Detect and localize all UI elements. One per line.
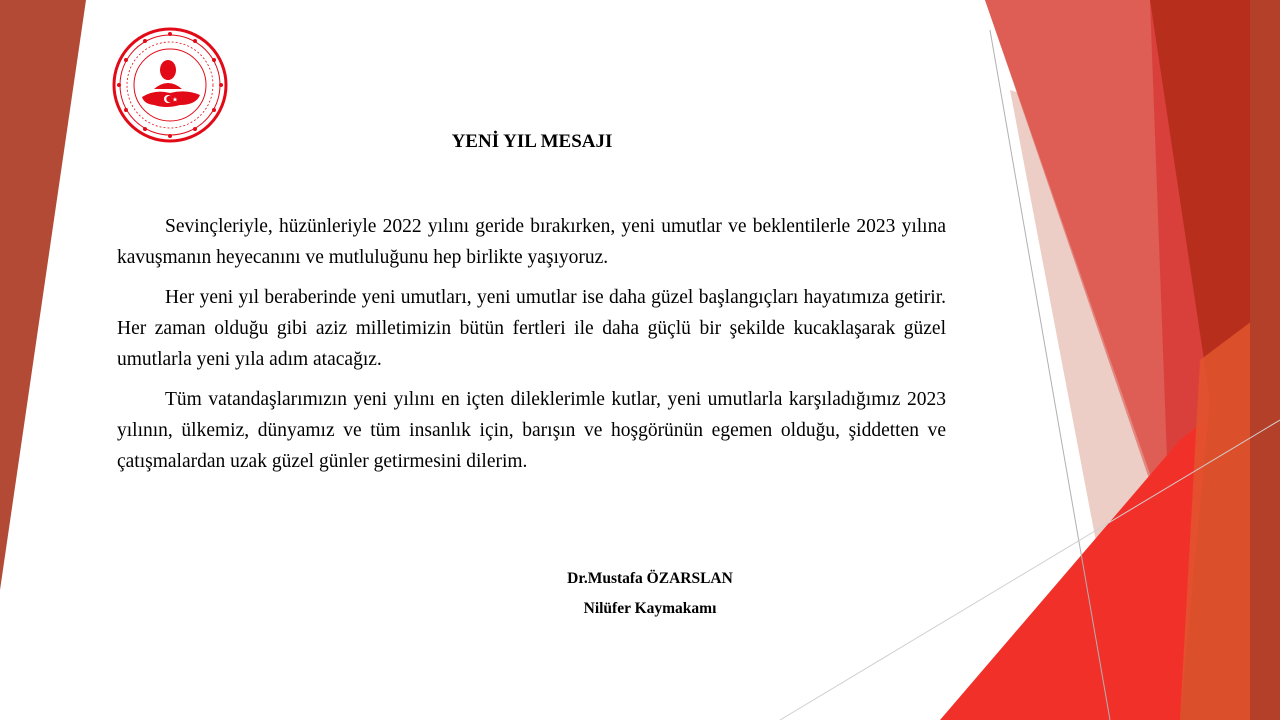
left-band-shape	[0, 0, 86, 590]
paragraph-2: Her yeni yıl beraberinde yeni umutları, yeni umutlar ise daha güzel başlangıçları hayatımıza getirir. Her zaman olduğu gibi aziz milletimizin bütün fertleri ile daha güçlü bir şekilde kucaklaşarak güzel umutlarla yeni yıla adım atacağız.	[117, 287, 946, 370]
signature-name: Dr.Mustafa ÖZARSLAN	[567, 570, 733, 587]
letter-title: YENİ YIL MESAJI	[451, 131, 613, 152]
paragraph-3: Tüm vatandaşlarımızın yeni yılını en içten dileklerimle kutlar, yeni umutlarla karşıladığımız 2023 yılının, ülkemiz, dünyamız ve tüm insanlık için, barışın ve hoşgörünün egemen olduğu, şiddetten ve çatışmalardan uzak güzel günler getirmesini dilerim.	[117, 389, 946, 472]
paragraph-1: Sevinçleriyle, hüzünleriyle 2022 yılını geride bırakırken, yeni umutlar ve beklentilerle 2023 yılına kavuşmanın heyecanını ve mutluluğunu hep birlikte yaşıyoruz.	[117, 216, 946, 268]
right-shard-brown	[1250, 0, 1280, 720]
signature-title: Nilüfer Kaymakamı	[583, 600, 717, 617]
letter-body	[117, 211, 946, 486]
kaymakamlik-seal-icon	[110, 25, 230, 145]
right-shard-rose	[985, 0, 1170, 540]
